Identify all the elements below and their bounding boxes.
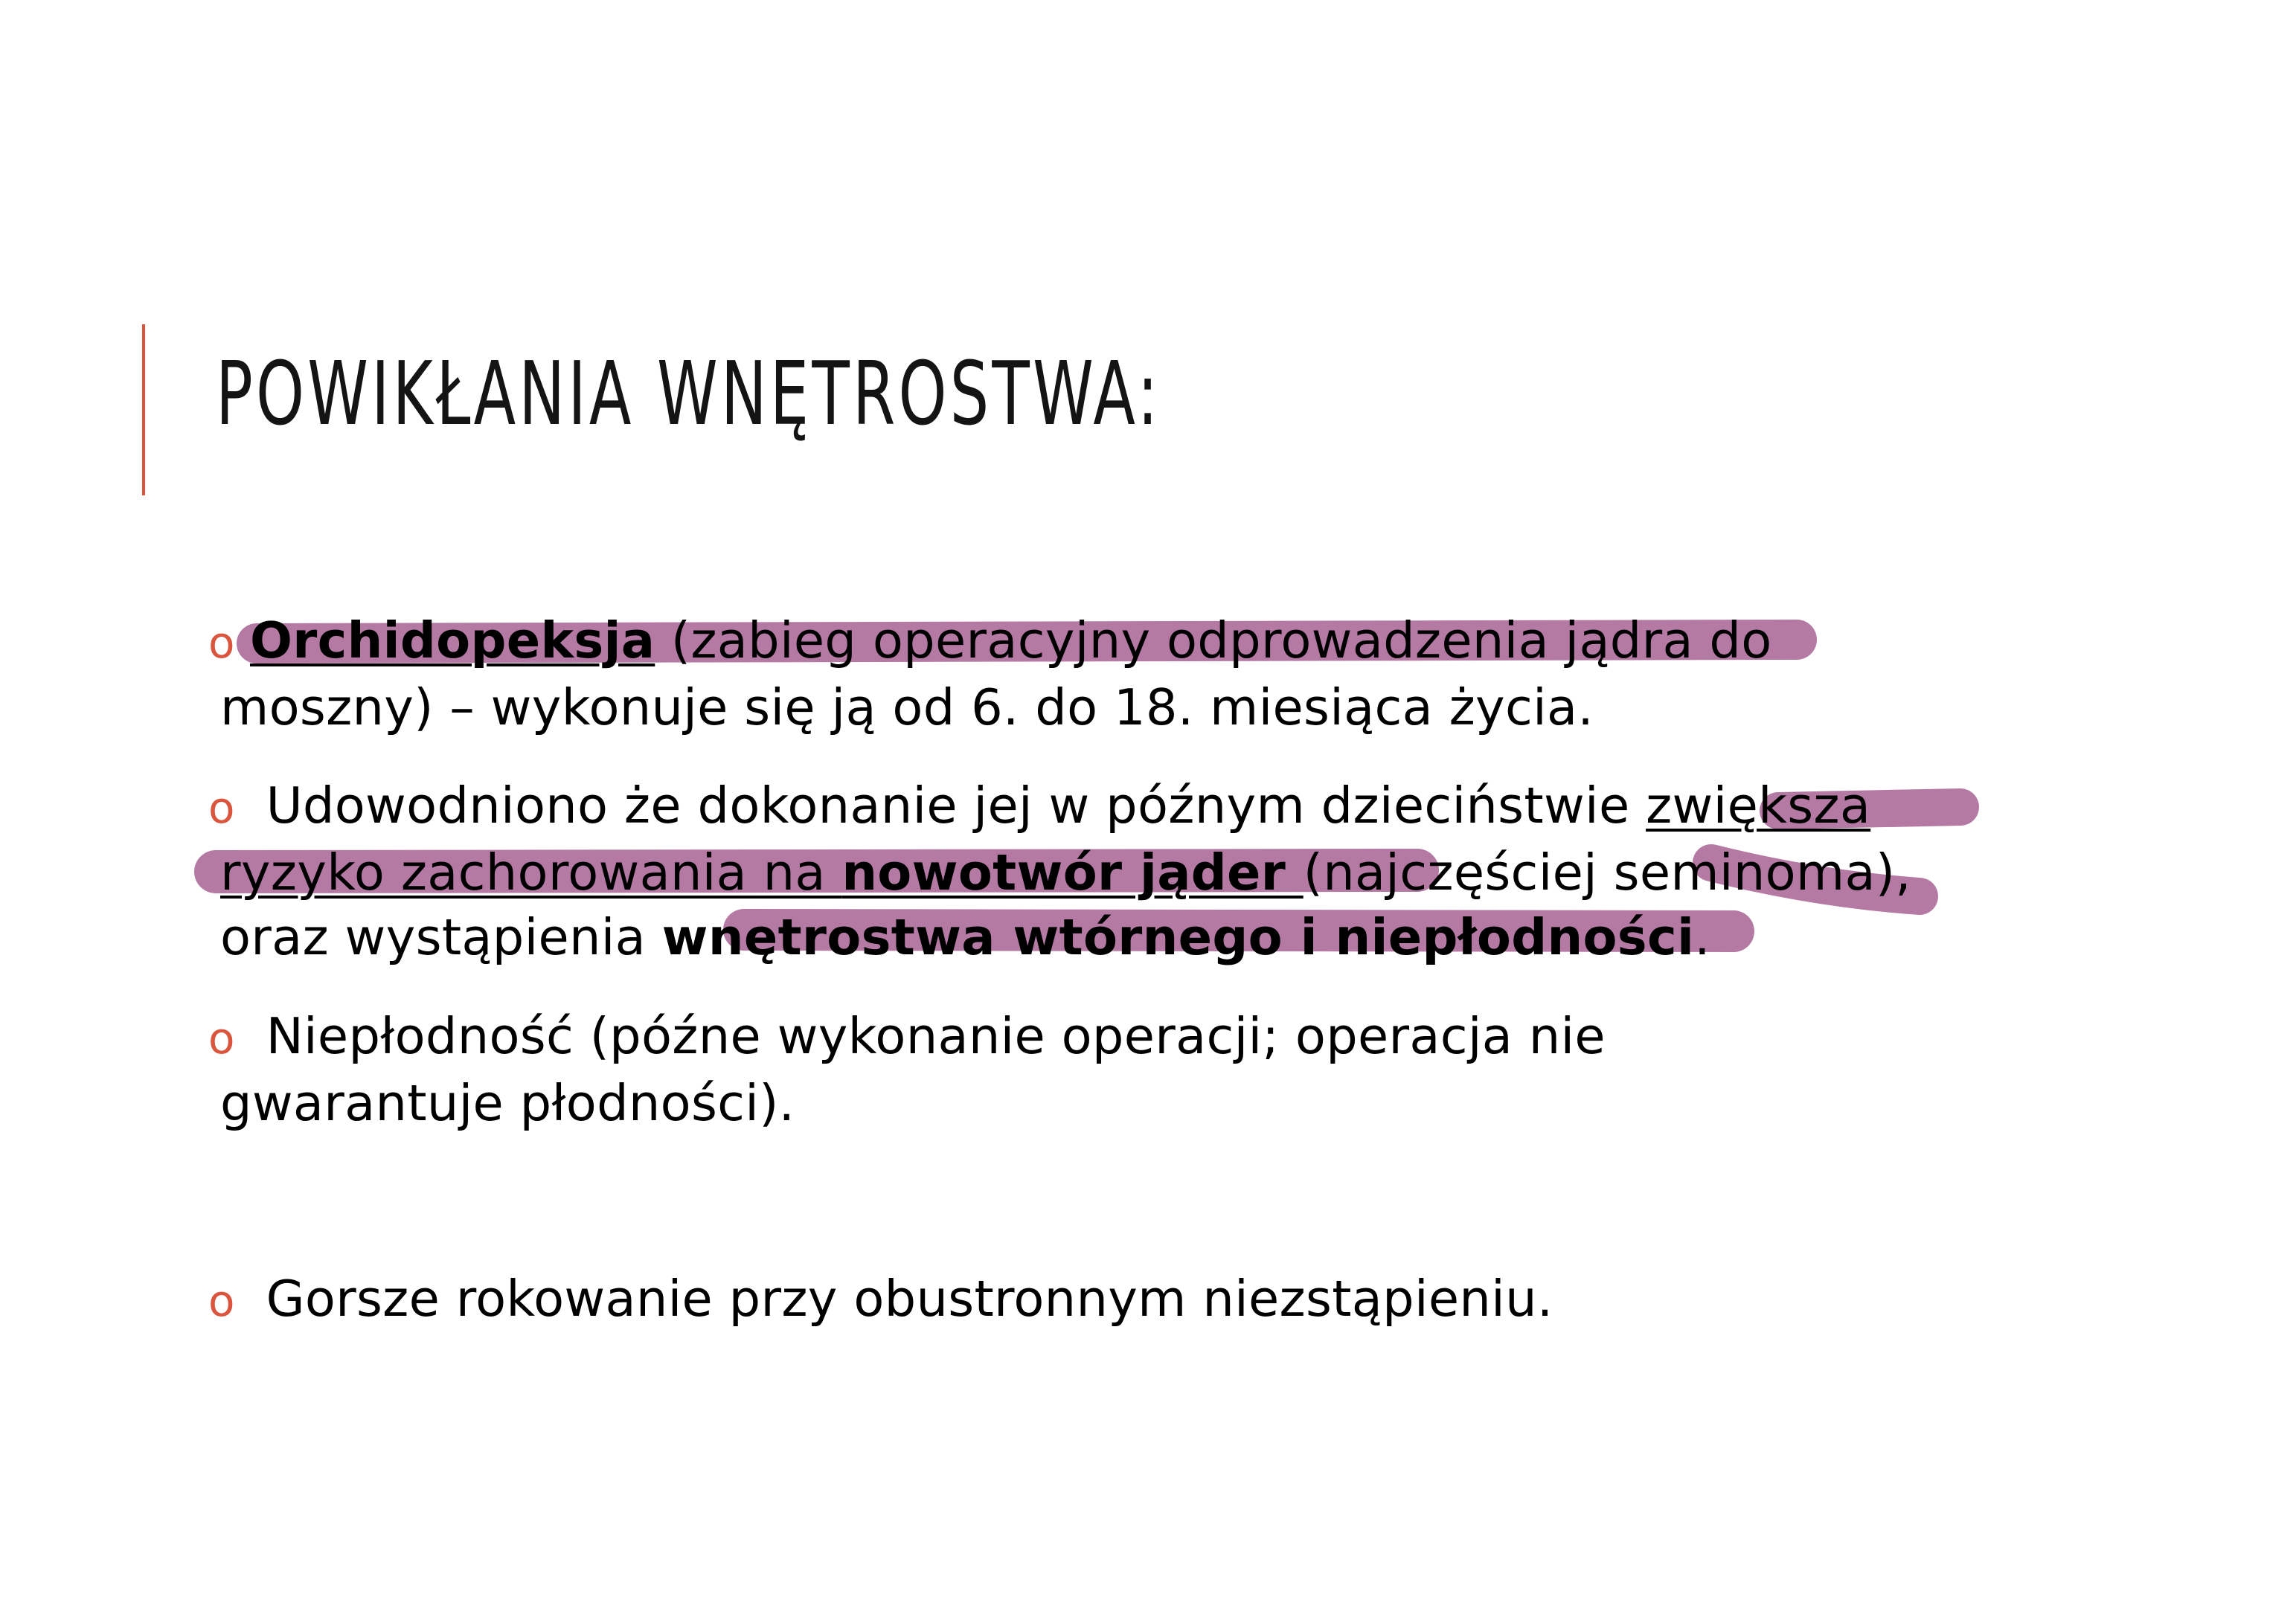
title-accent-bar — [142, 324, 145, 495]
bullet-marker: o — [208, 1013, 235, 1064]
text-segment: (najczęściej seminoma), — [1303, 843, 1911, 902]
term-orchidopeksja: Orchidopeksja — [250, 611, 655, 669]
text-segment: (zabieg operacyjny odprowadzenia jądra do — [655, 611, 1772, 669]
text-underlined-zwieksza: zwiększa — [1646, 777, 1871, 835]
text-segment: Gorsze rokowanie przy obustronnym niezstąpieniu. — [250, 1270, 1553, 1328]
text-segment: moszny) – wykonuje się ją od 6. do 18. miesiąca życia. — [220, 678, 1594, 736]
text-underlined-ryzyko: ryzyko zachorowania na — [220, 843, 842, 902]
paragraph-udowodniono — [208, 774, 1911, 970]
term-nowotwor-jader: nowotwór jąder — [841, 843, 1303, 902]
paragraph-rokowanie — [208, 1267, 1553, 1334]
text-segment: oraz wystąpienia — [220, 908, 662, 966]
text-segment: . — [1694, 908, 1710, 966]
text-segment: Niepłodność (późne wykonanie operacji; operacja nie — [250, 1007, 1606, 1065]
text-segment: Udowodniono że dokonanie jej w późnym dzieciństwie — [250, 777, 1646, 835]
slide-title: POWIKŁANIA WNĘTROSTWA: — [216, 342, 1161, 445]
term-wnetrostwa-wtornego: wnętrostwa wtórnego i niepłodności — [661, 908, 1695, 966]
bullet-marker: o — [208, 782, 235, 833]
bullet-marker: o — [208, 617, 235, 668]
paragraph-nieplodnosc — [208, 1004, 1606, 1136]
bullet-marker: o — [208, 1276, 235, 1326]
text-segment: gwarantuje płodności). — [220, 1074, 795, 1132]
paragraph-orchidopeksja — [208, 608, 1772, 740]
